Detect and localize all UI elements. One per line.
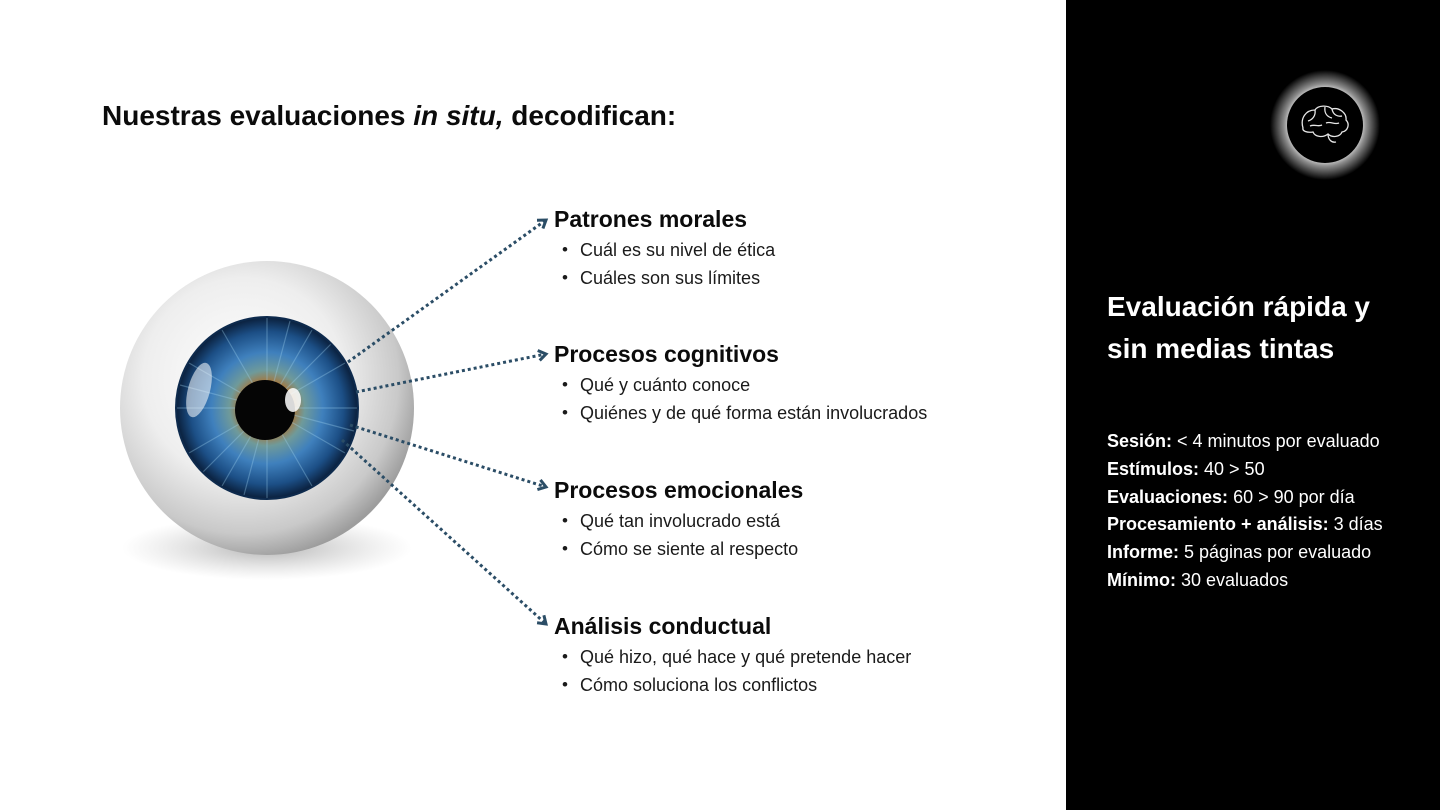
category-block (554, 612, 1034, 699)
category-title: Patrones morales (554, 206, 748, 232)
title-emphasis: in situ, (413, 100, 504, 131)
spec-value: 5 páginas por evaluado (1179, 542, 1372, 563)
category-bullets (554, 371, 1034, 427)
title-suffix: decodifican: (503, 100, 677, 131)
spec-value: 3 días (1328, 514, 1383, 535)
bullet-item: • Cómo soluciona los conflictos (580, 671, 1034, 699)
spec-row (1107, 428, 1437, 456)
category-title: Procesos emocionales (554, 477, 804, 503)
spec-row (1107, 567, 1437, 595)
title-prefix: Nuestras evaluaciones (102, 100, 414, 131)
spec-row (1107, 456, 1437, 484)
category-title: Procesos cognitivos (554, 341, 779, 367)
spec-value: 40 > 50 (1199, 458, 1265, 479)
spec-value: 30 evaluados (1176, 569, 1289, 590)
arrowhead (537, 615, 546, 624)
spec-row (1107, 484, 1437, 512)
bullet-item: • Cómo se siente al respecto (580, 535, 1034, 563)
arrowhead (537, 220, 546, 228)
spec-label: Procesamiento + análisis: (1107, 514, 1329, 535)
category-bullets (554, 507, 1034, 563)
side-title: Evaluación rápida y sin medias tintas (1107, 291, 1370, 364)
spec-label: Evaluaciones: (1107, 486, 1229, 507)
spec-row (1107, 539, 1437, 567)
bullet-item: • Cuál es su nivel de ética (580, 236, 1034, 264)
spec-list (1107, 428, 1437, 595)
spec-label: Estímulos: (1107, 458, 1200, 479)
bullet-item: • Qué y cuánto conoce (580, 371, 1034, 399)
side-panel (1066, 0, 1440, 810)
spec-label: Mínimo: (1107, 569, 1176, 590)
category-block (554, 476, 1034, 563)
spec-value: < 4 minutos por evaluado (1172, 431, 1380, 451)
arrowhead (538, 350, 546, 360)
category-block (554, 205, 1034, 292)
category-bullets (554, 236, 1034, 292)
brain-logo (1270, 70, 1380, 180)
category-bullets (554, 643, 1034, 699)
bullet-item: • Quiénes y de qué forma están involucrados (580, 399, 1034, 427)
category-block (554, 340, 1034, 427)
page-title (102, 100, 676, 132)
spec-value: 60 > 90 por día (1228, 486, 1355, 507)
spec-label: Sesión: (1107, 431, 1173, 451)
spec-label: Informe: (1107, 542, 1179, 563)
eye-illustration (95, 250, 440, 600)
bullet-item: • Qué hizo, qué hace y qué pretende hacer (580, 643, 1034, 671)
arrowhead (537, 480, 546, 490)
bullet-item: • Qué tan involucrado está (580, 507, 1034, 535)
bullet-item: • Cuáles son sus límites (580, 264, 1034, 292)
category-title: Análisis conductual (554, 613, 772, 639)
spec-row (1107, 511, 1437, 539)
